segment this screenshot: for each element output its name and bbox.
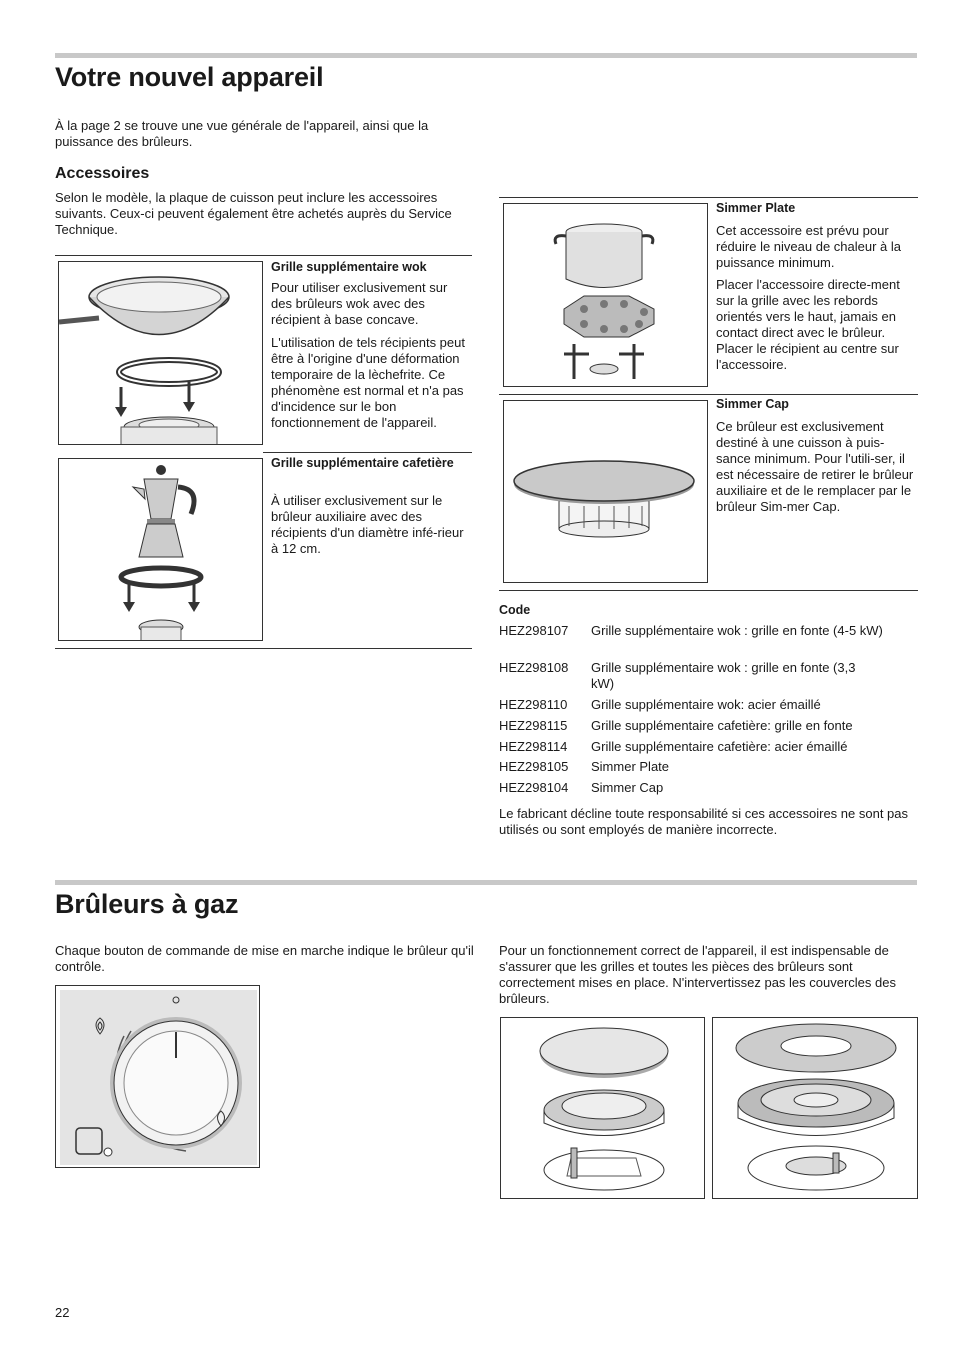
simmer-cap-title: Simmer Cap (716, 397, 789, 411)
divider (499, 590, 918, 591)
cafetiere-text-1: À utiliser exclusivement sur le brûleur auxiliaire avec des récipients d'un diamètre infé-rieur à 12 cm. (271, 493, 464, 556)
code-description: Simmer Cap (591, 780, 664, 795)
simmer-plate-illustration (503, 203, 708, 387)
control-knob-text: Chaque bouton de commande de mise en marche indique le brûleur qu'il contrôle. (55, 943, 474, 974)
wok-text-1: Pour utiliser exclusivement sur des brûleurs wok avec des récipient à base concave. (271, 280, 448, 327)
divider (499, 197, 918, 198)
code-value: HEZ298104 (499, 780, 569, 795)
code-description: Grille supplémentaire cafetière: acier émaillé (591, 739, 848, 754)
code-description: Grille supplémentaire wok : grille en fonte (3,3 kW) (591, 660, 856, 691)
divider (55, 255, 472, 256)
section-rule-top (55, 53, 917, 58)
code-description: Grille supplémentaire cafetière: grille en fonte (591, 718, 853, 733)
accessories-heading: Accessoires (55, 165, 150, 182)
page-number: 22 (55, 1305, 70, 1320)
intro-text: À la page 2 se trouve une vue générale de l'appareil, ainsi que la puissance des brûleurs. (55, 118, 429, 149)
control-knob-illustration (55, 985, 260, 1168)
burner-parts-illustration-small (500, 1017, 705, 1199)
simmer-cap-illustration (503, 400, 708, 583)
divider (263, 452, 472, 453)
simmer-cap-text-1: Ce brûleur est exclusivement destiné à une cuisson à puis-sance minimum. Pour l'utili-ser, il est nécessaire de retirer le brûleur auxiliaire et de le remplacer par le brûleur Sim-mer Cap. (716, 419, 914, 514)
divider (55, 648, 472, 649)
code-value: HEZ298114 (499, 739, 568, 754)
burner-parts-illustration-large (712, 1017, 918, 1199)
simmer-plate-text-2: Placer l'accessoire directe-ment sur la grille avec les rebords orientés vers le haut, jamais en contact direct avec le brûleur. Placer le récipient au centre sur l'accessoire. (716, 277, 900, 372)
code-value: HEZ298108 (499, 660, 569, 675)
accessories-intro: Selon le modèle, la plaque de cuisson peut inclure les accessoires suivants. Ceux-ci peuvent également être achetés auprès du Service Technique. (55, 190, 452, 237)
wok-text-2: L'utilisation de tels récipients peut être à l'origine d'une déformation temporaire de la lèchefrite. Ce phénomène est normal et n'a pas d'incidence sur le bon fonctionnement de l'appareil. (271, 335, 465, 430)
code-value: HEZ298115 (499, 718, 568, 733)
code-description: Grille supplémentaire wok: acier émaillé (591, 697, 821, 712)
burner-placement-text: Pour un fonctionnement correct de l'appareil, il est indispensable de s'assurer que les grilles et toutes les pièces des brûleurs sont correctement mises en place. N'intervertissez pas les couvercles des brûleurs. (499, 943, 896, 1006)
code-value: HEZ298110 (499, 697, 568, 712)
disclaimer-text: Le fabricant décline toute responsabilité si ces accessoires ne sont pas utilisés ou sont employés de manière incorrecte. (499, 806, 909, 837)
cafetiere-title: Grille supplémentaire cafetière (271, 456, 454, 470)
section-rule-top (55, 880, 917, 885)
code-value: HEZ298105 (499, 759, 569, 774)
wok-title: Grille supplémentaire wok (271, 260, 427, 274)
cafetiere-grid-illustration (58, 458, 263, 641)
wok-grid-illustration (58, 261, 263, 445)
divider (499, 394, 918, 395)
code-value: HEZ298107 (499, 623, 569, 638)
section-title-bruleurs: Brûleurs à gaz (55, 889, 239, 919)
code-description: Grille supplémentaire wok : grille en fonte (4-5 kW) (591, 623, 883, 638)
section-title-appareil: Votre nouvel appareil (55, 62, 324, 92)
code-heading: Code (499, 603, 531, 617)
simmer-plate-text-1: Cet accessoire est prévu pour réduire le niveau de chaleur à la puissance minimum. (716, 223, 902, 270)
simmer-plate-title: Simmer Plate (716, 201, 796, 215)
code-description: Simmer Plate (591, 759, 670, 774)
